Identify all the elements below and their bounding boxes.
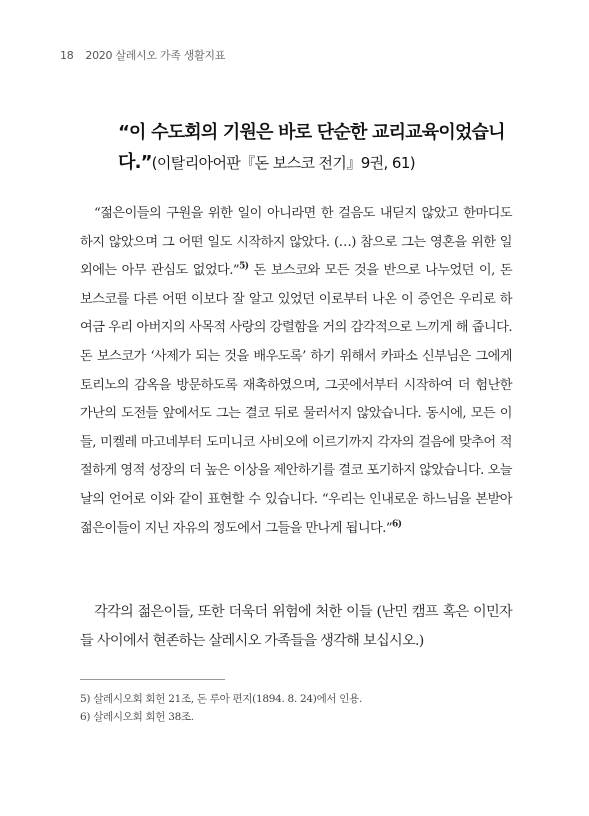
footnote-6: 6) 살레시오회 회헌 38조. <box>80 711 194 723</box>
footnote-ref-5[interactable]: 5) <box>239 261 249 272</box>
heading-quote: “이 수도회의 기원은 바로 단순한 교리교육이었습니다.” <box>118 122 505 173</box>
section-heading <box>118 118 538 178</box>
footnotes <box>80 690 510 726</box>
paragraph-1-text-continued: 돈 보스코와 모든 것을 반으로 나누었던 이, 돈 보스코를 다른 어떤 이보다 잘 알고 있었던 이로부터 나온 이 증언은 우리로 하여금 우리 아버지의 사목적 사랑의 강렬함을 거의 감각적으로 느끼게 해 줍니다. 돈 보스코가 ‘사제가 되는 것을 배우도록’ 하기 위해서 카파소 신부님은 그에게 토리노의 감옥을 방문하도록 재촉하였으며, 그곳에서부터 시작하여 더 험난한 가난의 도전들 앞에서도 그는 결코 뒤로 물러서지 않았습니다. 동시에, 모든 이들, 미켈레 마고네부터 도미니코 사비오에 이르기까지 각자의 걸음에 맞추어 적절하게 영적 성장의 더 높은 이상을 제안하기를 결코 포기하지 않았습니다. 오늘날의 언어로 이와 같이 표현할 수 있습니다. “우리는 인내로운 하느님을 본받아 젊은이들이 지닌 자유의 정도에서 그들을 만나게 됩니다.” <box>80 263 513 536</box>
paragraph-1-text: “젊은이들의 구원을 위한 일이 아니라면 한 걸음도 내딛지 않았고 한마디도 하지 않았으며 그 어떤 일도 시작하지 않았다. (…) 참으로 그는 영혼을 위한 일 외에는 아무 관심도 없었다.” <box>80 206 512 279</box>
footnote-5: 5) 살레시오회 회헌 21조, 돈 루아 편지(1894. 8. 24)에서 인용. <box>80 693 363 705</box>
body-paragraph-2 <box>80 598 512 656</box>
page-number: 18 <box>60 49 74 62</box>
running-header <box>60 47 225 63</box>
body-paragraph-1 <box>80 200 512 543</box>
paragraph-2-text: 각각의 젊은이들, 또한 더욱더 위험에 처한 이들 (난민 캠프 혹은 이민자들 사이에서 현존하는 살레시오 가족들을 생각해 보십시오.) <box>80 604 512 649</box>
running-header-title: 2020 살레시오 가족 생활지표 <box>85 49 226 62</box>
heading-source: (이탈리아어판『돈 보스코 전기』9권, 61) <box>151 154 416 172</box>
footnote-divider <box>80 679 225 680</box>
footnote-ref-6[interactable]: 6) <box>392 519 402 530</box>
